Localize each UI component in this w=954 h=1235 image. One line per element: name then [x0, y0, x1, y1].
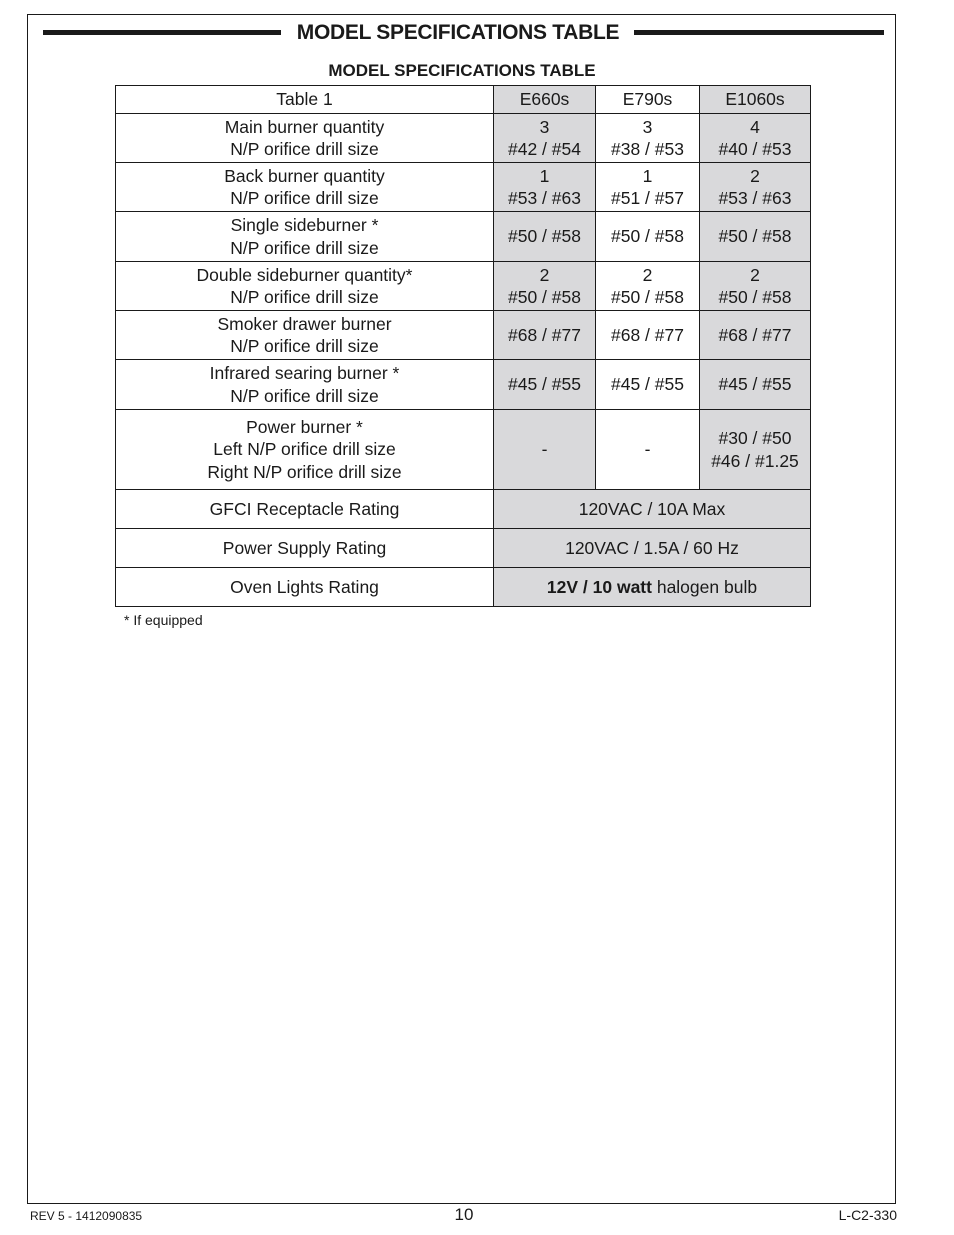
cell-e660s: #68 / #77 [494, 311, 596, 360]
rating-label: Power Supply Rating [116, 529, 494, 568]
table-caption: MODEL SPECIFICATIONS TABLE [328, 61, 596, 80]
header-cell-label: Table 1 [116, 86, 494, 114]
row-label-line: N/P orifice drill size [230, 287, 379, 307]
row-label-line: Main burner quantity [224, 116, 385, 137]
row-label [116, 114, 494, 163]
row-label [116, 410, 494, 490]
cell-e1060s: #68 / #77 [700, 311, 811, 360]
revision-label: REV 5 - 1412090835 [30, 1209, 143, 1223]
cell-value: 1 [539, 165, 550, 186]
row-label-line: Back burner quantity [224, 165, 385, 186]
row-label-line: N/P orifice drill size [230, 385, 379, 406]
cell-value: #46 / #1.25 [711, 450, 799, 471]
row-label-line: N/P orifice drill size [230, 139, 379, 159]
cell-e660s [494, 114, 596, 163]
cell-e660s [494, 262, 596, 311]
rating-value: 120VAC / 1.5A / 60 Hz [494, 529, 811, 568]
cell-value: #42 / #54 [508, 139, 581, 159]
cell-value: 3 [539, 116, 550, 137]
row-label-line: N/P orifice drill size [230, 237, 379, 258]
row-label [116, 311, 494, 360]
row-label [116, 262, 494, 311]
row-label-line: Infrared searing burner * [209, 363, 400, 383]
cell-value: #38 / #53 [611, 139, 684, 159]
cell-value: #50 / #58 [718, 287, 792, 307]
page-number: 10 [454, 1205, 474, 1224]
cell-e790s: #45 / #55 [596, 360, 700, 410]
table-row [116, 360, 811, 410]
row-label-line: Double sideburner quantity* [196, 264, 413, 285]
cell-e790s: #50 / #58 [596, 212, 700, 262]
cell-value: #53 / #63 [508, 188, 581, 208]
rating-value [494, 568, 811, 607]
cell-value: #30 / #50 [718, 428, 792, 448]
rating-value-rest: halogen bulb [651, 576, 758, 597]
table-row [116, 262, 811, 311]
cell-value: #40 / #53 [718, 139, 792, 159]
cell-value: 2 [750, 264, 760, 285]
cell-e1060s [700, 114, 811, 163]
row-label-line: Smoker drawer burner [217, 313, 392, 334]
cell-e790s [596, 163, 700, 212]
cell-value: 1 [642, 165, 653, 186]
row-label-line: Single sideburner * [230, 215, 379, 235]
rating-row [116, 490, 811, 529]
cell-value: 2 [750, 165, 760, 186]
table-header-row [116, 86, 811, 114]
row-label-line: Left N/P orifice drill size [213, 439, 396, 460]
cell-value: 2 [642, 264, 653, 285]
row-label-line: N/P orifice drill size [230, 188, 379, 208]
cell-e660s: #50 / #58 [494, 212, 596, 262]
cell-e790s [596, 114, 700, 163]
asterisk-icon: * [124, 612, 130, 628]
specifications-table [115, 85, 811, 607]
cell-value: #50 / #58 [508, 287, 581, 307]
row-label [116, 163, 494, 212]
table-row [116, 212, 811, 262]
table-row [116, 163, 811, 212]
rating-row [116, 529, 811, 568]
rating-row [116, 568, 811, 607]
cell-e790s: - [596, 410, 700, 490]
row-label [116, 360, 494, 410]
row-label-line: Power burner * [246, 416, 363, 437]
document-code: L-C2-330 [838, 1207, 897, 1223]
section-heading [43, 20, 884, 46]
header-cell-e1060s: E1060s [700, 86, 811, 114]
table-row [116, 410, 811, 490]
cell-value: 4 [750, 116, 760, 137]
cell-e1060s [700, 163, 811, 212]
heading-rule-left [43, 30, 281, 35]
footnote-text: If equipped [133, 612, 203, 628]
rating-value-bold: 12V / 10 watt [546, 576, 652, 597]
heading-rule-right [634, 30, 884, 35]
cell-e1060s: #50 / #58 [700, 212, 811, 262]
rating-label: GFCI Receptacle Rating [116, 490, 494, 529]
cell-e1060s [700, 410, 811, 490]
table-row [116, 114, 811, 163]
footnote [124, 611, 203, 629]
cell-value: 2 [539, 264, 550, 285]
cell-e790s [596, 262, 700, 311]
row-label [116, 212, 494, 262]
rating-label: Oven Lights Rating [116, 568, 494, 607]
cell-e660s: - [494, 410, 596, 490]
cell-e660s: #45 / #55 [494, 360, 596, 410]
cell-e790s: #68 / #77 [596, 311, 700, 360]
table-row [116, 311, 811, 360]
cell-value: #50 / #58 [611, 287, 684, 307]
row-label-line: Right N/P orifice drill size [207, 461, 402, 482]
cell-e660s [494, 163, 596, 212]
cell-e1060s: #45 / #55 [700, 360, 811, 410]
cell-value: #53 / #63 [718, 188, 792, 208]
header-cell-e790s: E790s [596, 86, 700, 114]
cell-value: 3 [642, 116, 653, 137]
rating-value: 120VAC / 10A Max [494, 490, 811, 529]
row-label-line: N/P orifice drill size [230, 336, 379, 356]
header-cell-e660s: E660s [494, 86, 596, 114]
cell-value: #51 / #57 [611, 188, 684, 208]
section-title: MODEL SPECIFICATIONS TABLE [296, 21, 620, 44]
cell-e1060s [700, 262, 811, 311]
